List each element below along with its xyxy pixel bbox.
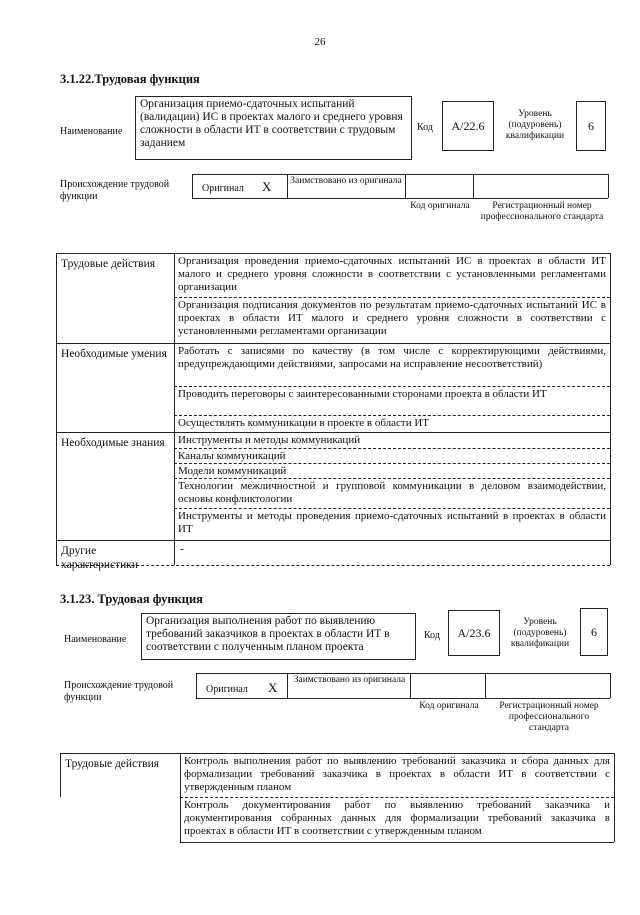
name-label-23: Наименование — [64, 634, 127, 645]
code-label-22: Код — [417, 122, 433, 133]
labor-actions-label-23: Трудовые действия — [65, 758, 160, 770]
name-label-22: Наименование — [60, 126, 123, 137]
skills-label-22: Необходимые умения — [61, 348, 167, 360]
section-heading-22: 3.1.22.Трудовая функция — [60, 72, 200, 86]
labor-action-23-2: Контроль документирования работ по выявлению требований заказчика и документирования собранных данных для формализации требований заказчика в проектах в области ИТ в соответствии с утвержденным планом — [184, 799, 610, 837]
knowledge-22-1: Инструменты и методы коммуникаций — [178, 434, 361, 446]
code-original-label-22: Код оригинала — [410, 201, 470, 211]
original-label-22: Оригинал — [202, 183, 244, 194]
reg-number-label-23: Регистрационный номер профессионального стандарта — [499, 701, 599, 733]
knowledge-22-5: Инструменты и методы проведения приемо-сдаточных испытаний в проектах в области ИТ — [178, 510, 606, 535]
code-original-label-23: Код оригинала — [419, 701, 479, 711]
function-name-22: Организация приемо-сдаточных испытаний (валидации) ИС в проектах малого и среднего уровня сложности в области ИТ в соответствии с трудовым заданием — [135, 96, 412, 160]
other-label-22: Другие характеристики — [61, 545, 139, 571]
knowledge-22-2: Каналы коммуникаций — [178, 450, 286, 462]
skill-22-1: Работать с записями по качеству (в том числе с корректирующими действиями, предупреждающими действиями, запросами на исправление несоответствий) — [178, 345, 606, 370]
borrowed-label-22: Заимствовано из оригинала — [290, 176, 402, 186]
code-value-23: A/23.6 — [448, 610, 500, 656]
level-value-22: 6 — [576, 101, 606, 151]
reg-number-label-22: Регистрационный номер профессионального стандарта — [480, 201, 604, 222]
original-mark-23: X — [268, 680, 278, 695]
level-value-23: 6 — [580, 608, 608, 656]
code-value-22: A/22.6 — [442, 101, 494, 151]
labor-action-23-1: Контроль выполнения работ по выявлению требований заказчика и сбора данных для формализации требований заказчика в проектах в области ИТ в соответствии с утвержденным планом — [184, 755, 610, 793]
skill-22-3: Осуществлять коммуникации в проекте в области ИТ — [178, 417, 430, 429]
other-value-22: - — [180, 543, 184, 555]
original-label-23: Оригинал — [206, 684, 248, 695]
code-label-23: Код — [424, 630, 440, 641]
labor-action-22-2: Организация подписания документов по результатам приемо-сдаточных испытаний ИС в проектах в области ИТ малого и среднего уровня сложности в соответствии с установленными регламентами организации — [178, 299, 606, 337]
labor-action-22-1: Организация проведения приемо-сдаточных испытаний ИС в проектах в области ИТ малого и среднего уровня сложности в соответствии с установленными регламентами организации — [178, 255, 606, 293]
knowledge-label-22: Необходимые знания — [61, 437, 165, 449]
knowledge-22-3: Модели коммуникаций — [178, 465, 287, 477]
origin-label-23: Происхождение трудовой функции — [64, 680, 174, 703]
level-label-22: Уровень (подуровень) квалификации — [505, 109, 565, 141]
section-heading-23: 3.1.23. Трудовая функция — [60, 592, 203, 606]
skill-22-2: Проводить переговоры с заинтересованными сторонами проекта в области ИТ — [178, 388, 547, 400]
original-mark-22: X — [262, 179, 272, 194]
page-number: 26 — [314, 36, 326, 48]
origin-label-22: Происхождение трудовой функции — [60, 179, 170, 202]
labor-actions-label-22: Трудовые действия — [61, 258, 156, 270]
function-name-23: Организация выполнения работ по выявлению требований заказчиков в проектах в области ИТ в соответствии с полученным планом проекта — [141, 613, 416, 660]
level-label-23: Уровень (подуровень) квалификации — [510, 617, 570, 649]
knowledge-22-4: Технологии межличностной и групповой коммуникации в деловом взаимодействии, основы конфликтологии — [178, 480, 606, 505]
borrowed-label-23: Заимствовано из оригинала — [293, 675, 406, 685]
